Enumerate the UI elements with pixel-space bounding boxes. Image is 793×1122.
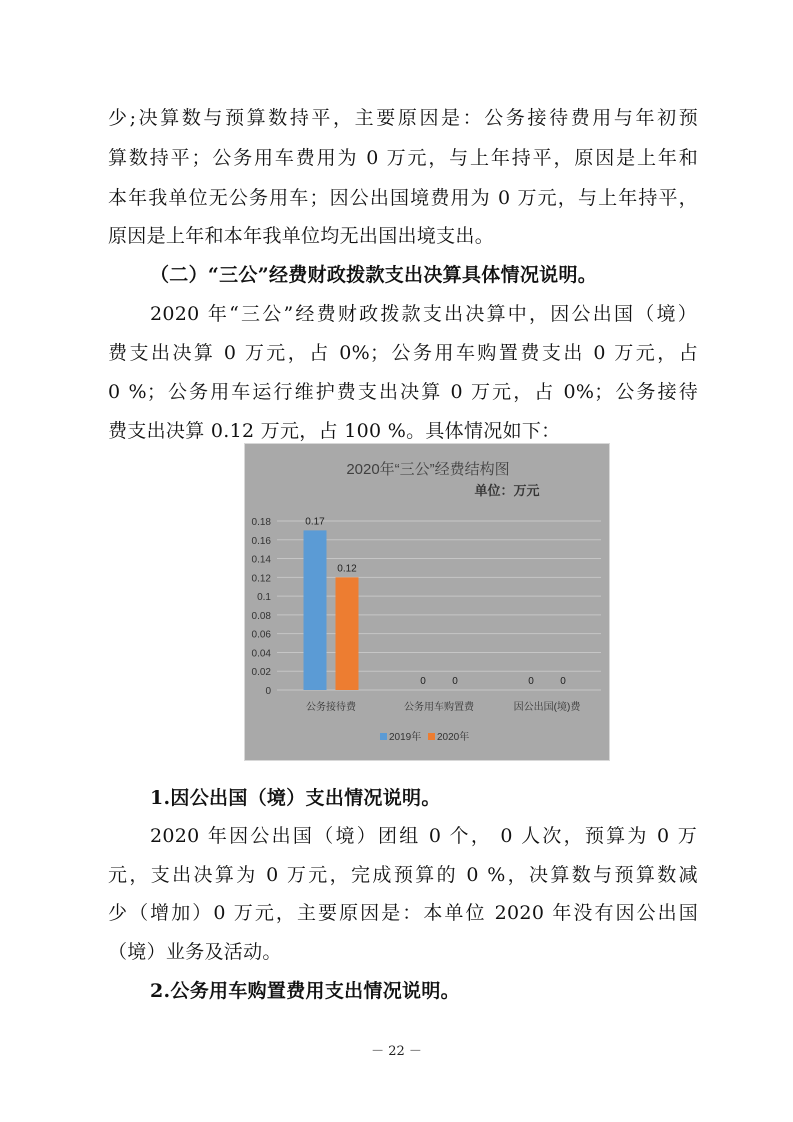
legend-label: 2020年 (437, 732, 470, 743)
y-tick-label: 0 (265, 686, 271, 697)
subsection-heading: 2.公务用车购置费用支出情况说明。 (150, 980, 460, 1002)
y-tick-label: 0.06 (251, 629, 271, 641)
paragraph-line: 本年我单位无公务用车；因公出国境费用为 0 万元，与上年持平， (108, 187, 698, 209)
paragraph-line: 元，支出决算为 0 万元，完成预算的 0 %，决算数与预算数减 (108, 864, 698, 886)
data-label: 0.17 (305, 516, 325, 528)
paragraph-line: 原因是上年和本年我单位均无出国出境支出。 (108, 225, 495, 247)
bar-2019年 (304, 530, 327, 690)
data-label: 0 (560, 676, 566, 687)
y-tick-label: 0.04 (251, 648, 271, 660)
legend-swatch (428, 733, 435, 740)
data-label: 0 (420, 676, 426, 687)
y-tick-label: 0.14 (251, 554, 271, 566)
data-label: 0 (452, 676, 458, 687)
y-tick-label: 0.08 (251, 610, 271, 622)
paragraph-line: （境）业务及活动。 (108, 941, 282, 963)
paragraph-line: 算数持平；公务用车费用为 0 万元，与上年持平，原因是上年和 (108, 147, 698, 169)
y-tick-label: 0.16 (251, 535, 271, 547)
y-tick-label: 0.1 (257, 592, 271, 604)
x-tick-label: 公务接待费 (306, 702, 356, 713)
y-tick-label: 0.18 (251, 517, 271, 528)
data-label: 0 (528, 676, 534, 687)
x-tick-label: 公务用车购置费 (404, 702, 474, 713)
paragraph-line: 2020 年因公出国（境）团组 0 个， 0 人次，预算为 0 万 (150, 825, 697, 847)
paragraph-line: 费支出决算 0.12 万元，占 100 %。具体情况如下： (108, 420, 561, 442)
y-tick-label: 0.02 (251, 667, 271, 679)
chart-canvas (245, 444, 611, 762)
section-heading: （二）“三公”经费财政拨款支出决算具体情况说明。 (150, 264, 598, 286)
x-tick-label: 因公出国(境)费 (513, 702, 581, 713)
legend-swatch (380, 733, 387, 740)
legend-label: 2019年 (389, 732, 422, 743)
paragraph-line: 费支出决算 0 万元，占 0%；公务用车购置费支出 0 万元，占 (108, 342, 698, 364)
paragraph-line: 0 %；公务用车运行维护费支出决算 0 万元，占 0%；公务接待 (108, 381, 698, 403)
subsection-heading: 1.因公出国（境）支出情况说明。 (150, 787, 441, 809)
page-number: － 22 － (371, 1044, 422, 1059)
y-tick-label: 0.12 (251, 573, 271, 585)
bar-2020年 (336, 577, 359, 690)
paragraph-line: 少（增加）0 万元，主要原因是：本单位 2020 年没有因公出国 (108, 902, 698, 924)
data-label: 0.12 (337, 563, 357, 575)
paragraph-line: 少;决算数与预算数持平，主要原因是：公务接待费用与年初预 (108, 107, 698, 129)
bar-chart (244, 443, 610, 761)
chart-title: 2020年“三公”经费结构图 (346, 461, 510, 478)
chart-subtitle: 单位：万元 (474, 483, 540, 498)
paragraph-line: 2020 年“三公”经费财政拨款支出决算中，因公出国（境） (150, 303, 697, 325)
